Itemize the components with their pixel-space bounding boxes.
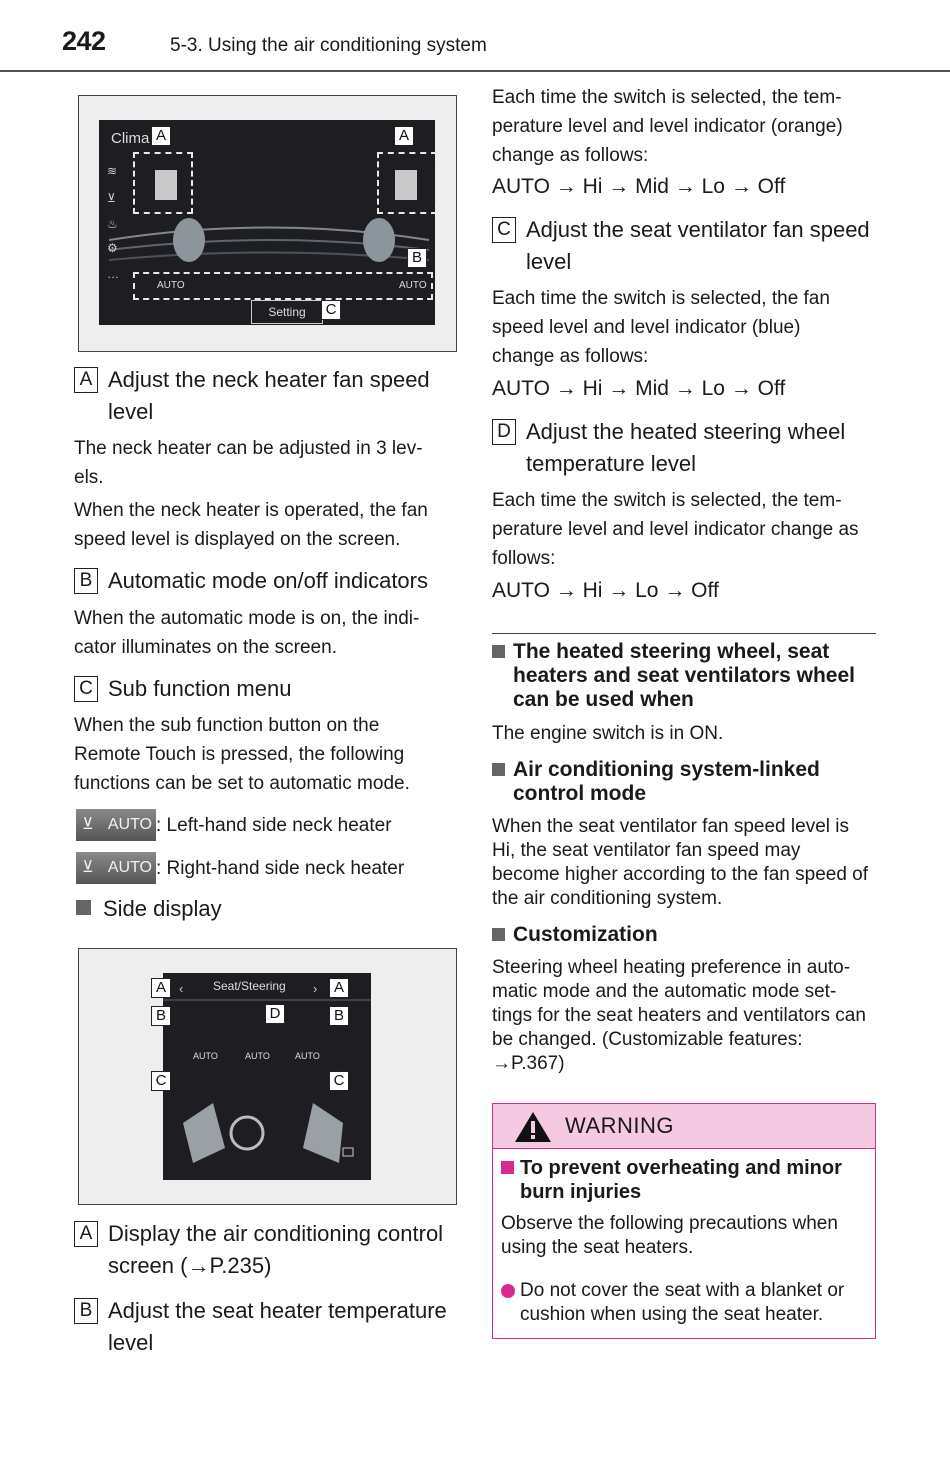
item-steering-wheel: [492, 416, 872, 480]
callout-label: B: [407, 248, 427, 268]
paragraph: Each time the switch is selected, the tem-perature level and level indicator (orange) change as follows:: [492, 87, 843, 166]
item-title: Adjust the neck heater fan speed level: [108, 367, 430, 424]
level-sequence: AUTO → Hi → Lo → Off: [492, 579, 719, 602]
auto-label: AUTO: [245, 1051, 270, 1061]
paragraph: Steering wheel heating preference in auto-matic mode and the automatic mode set-tings for the seat heaters and ventilators can be changed. (Customizable features: →P.367): [492, 957, 866, 1074]
page-number: 242: [62, 26, 106, 56]
paragraph: When the sub function button on the Remote Touch is pressed, the following functions can be set to automatic mode.: [74, 715, 410, 794]
paragraph: The neck heater can be adjusted in 3 lev-els.: [74, 438, 423, 488]
side-display-figure: [78, 948, 457, 1205]
paragraph: Each time the switch is selected, the tem-perature level and level indicator change as follows:: [492, 490, 859, 569]
auto-indicator-left: AUTO: [157, 280, 185, 291]
callout-label: C: [321, 300, 341, 320]
paragraph: Each time the switch is selected, the fan speed level and level indicator (blue) change as follows:: [492, 288, 830, 367]
section-title: 5-3. Using the air conditioning system: [170, 35, 487, 56]
warning-heading: To prevent overheating and minor burn injuries: [501, 1156, 880, 1204]
climate-screen-figure: [78, 95, 457, 352]
callout-label: A: [151, 978, 171, 998]
left-neck-heater-auto-icon: ⊻ AUTO: [76, 809, 156, 841]
label-box: A: [74, 1221, 98, 1247]
item-seat-heater: [74, 1295, 454, 1359]
callout-label: D: [265, 1004, 285, 1024]
label-box: D: [492, 419, 516, 445]
section-heading: Customization: [492, 923, 876, 947]
section-heading: Air conditioning system-linked control mode: [492, 758, 876, 806]
callout-label: C: [329, 1071, 349, 1091]
screen-title: Clima: [111, 130, 150, 147]
side-display-heading: Side display: [76, 897, 222, 921]
neck-heater-left-zone: [133, 152, 193, 214]
label-box: C: [74, 676, 98, 702]
paragraph: When the neck heater is operated, the fan speed level is displayed on the screen.: [74, 500, 428, 550]
setting-button: Setting: [251, 300, 323, 324]
climate-screen: [99, 120, 435, 325]
item-title: Adjust the heated steering wheel temperature level: [526, 419, 846, 476]
svg-text:≋: ≋: [107, 164, 118, 178]
side-screen-title: Seat/Steering: [213, 979, 286, 993]
warning-bullet: Do not cover the seat with a blanket or cushion when using the seat heater.: [501, 1279, 880, 1327]
auto-indicator-right: AUTO: [399, 280, 427, 291]
label-box: A: [74, 367, 98, 393]
warning-box: [492, 1103, 876, 1339]
paragraph: When the seat ventilator fan speed level is Hi, the seat ventilator fan speed may become higher according to the fan speed of the air conditioning system.: [492, 816, 869, 909]
callout-label: A: [329, 978, 349, 998]
paragraph: When the automatic mode is on, the indi-cator illuminates on the screen.: [74, 608, 420, 658]
auto-label: AUTO: [193, 1051, 218, 1061]
callout-label: B: [329, 1006, 349, 1026]
svg-text:♨: ♨: [107, 217, 118, 231]
bullet-dot-icon: [501, 1284, 515, 1298]
item-title: Adjust the seat ventilator fan speed level: [526, 217, 870, 274]
callout-label: B: [151, 1006, 171, 1026]
right-neck-heater-auto-icon: ⊻ AUTO: [76, 852, 156, 884]
section-heading: The heated steering wheel, seat heaters and seat ventilators wheel can be used when: [492, 640, 876, 712]
paragraph: The engine switch is in ON.: [492, 723, 724, 744]
item-title: Adjust the seat heater temperature level: [108, 1298, 447, 1355]
item-ventilator: [492, 214, 872, 278]
callout-label: A: [394, 126, 414, 146]
item-neck-heater: [74, 364, 454, 428]
warning-title: WARNING: [565, 1113, 675, 1138]
level-sequence: AUTO → Hi → Mid → Lo → Off: [492, 377, 786, 400]
warning-header: [493, 1104, 875, 1149]
auto-row-text: : Left-hand side neck heater: [156, 815, 392, 836]
label-box: B: [74, 1298, 98, 1324]
level-sequence: AUTO → Hi → Mid → Lo → Off: [492, 175, 786, 198]
svg-text:›: ›: [313, 981, 318, 996]
svg-text:…: …: [107, 267, 119, 281]
warning-paragraph: Observe the following precautions when using the seat heaters.: [501, 1213, 838, 1258]
warning-triangle-icon: [513, 1110, 553, 1144]
label-box: C: [492, 217, 516, 243]
item-title: Sub function menu: [108, 676, 292, 701]
callout-label: C: [151, 1071, 171, 1091]
label-box: B: [74, 568, 98, 594]
item-display-ac-screen: [74, 1218, 454, 1282]
item-sub-function: [74, 673, 454, 705]
item-title: Automatic mode on/off indicators: [108, 568, 428, 593]
item-title: Display the air conditioning control screen (→P.235): [108, 1221, 444, 1278]
neck-heater-right-zone: [377, 152, 437, 214]
divider: [492, 633, 876, 634]
svg-text:⚙: ⚙: [107, 241, 118, 255]
auto-label: AUTO: [295, 1051, 320, 1061]
auto-row-text: : Right-hand side neck heater: [156, 858, 405, 879]
item-auto-indicators: [74, 565, 464, 597]
svg-text:‹: ‹: [179, 981, 184, 996]
page-header: [0, 0, 950, 72]
callout-label: A: [151, 126, 171, 146]
svg-text:⊻: ⊻: [107, 191, 116, 205]
